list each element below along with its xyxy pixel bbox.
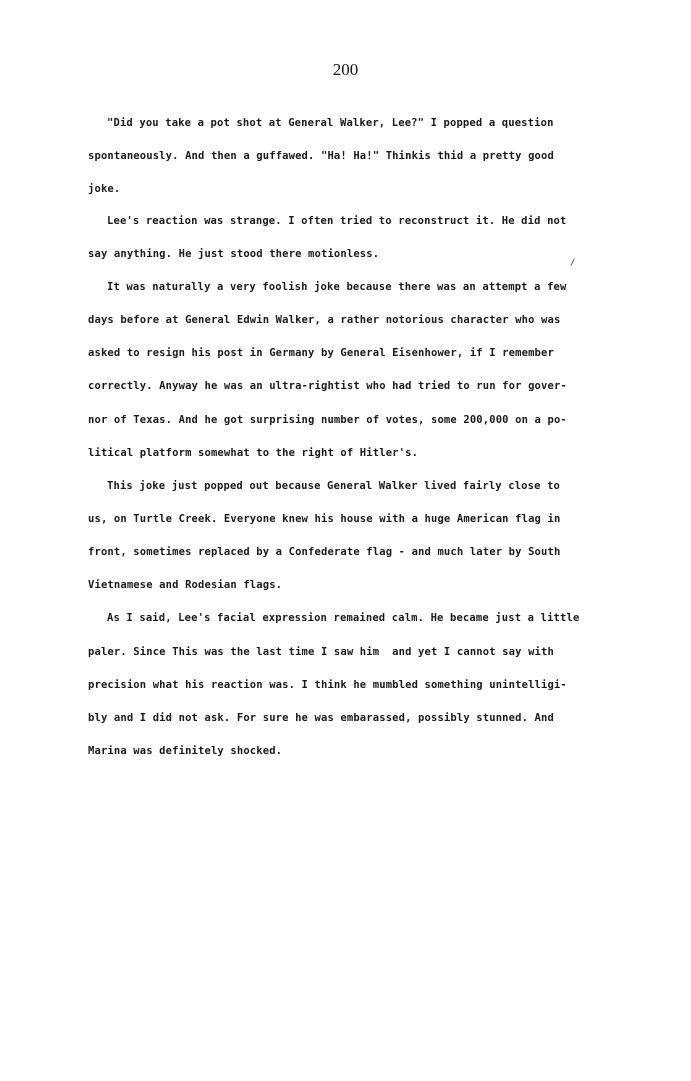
text-line: us, on Turtle Creek. Everyone knew his house with a huge American flag in — [88, 513, 561, 525]
text-line: nor of Texas. And he got surprising number of votes, some 200,000 on a po- — [88, 414, 567, 426]
stray-pen-mark: / — [570, 258, 576, 268]
text-line: As I said, Lee's facial expression remained calm. He became just a little — [107, 612, 580, 624]
text-line: joke. — [88, 183, 121, 195]
text-line: bly and I did not ask. For sure he was embarassed, possibly stunned. And — [88, 712, 554, 724]
text-line: days before at General Edwin Walker, a rather notorious character who was — [88, 314, 561, 326]
text-line: It was naturally a very foolish joke because there was an attempt a few — [107, 281, 567, 293]
text-line: litical platform somewhat to the right of Hitler's. — [88, 447, 419, 459]
text-line: spontaneously. And then a guffawed. "Ha! Ha!" Thinkis thid a pretty good — [88, 150, 554, 162]
text-line: "Did you take a pot shot at General Walker, Lee?" I popped a question — [107, 117, 554, 129]
text-line: correctly. Anyway he was an ultra-rightist who had tried to run for gover- — [88, 380, 567, 392]
text-line: say anything. He just stood there motionless. — [88, 248, 380, 260]
text-line: This joke just popped out because General Walker lived fairly close to — [107, 480, 561, 492]
text-line: asked to resign his post in Germany by General Eisenhower, if I remember — [88, 347, 554, 359]
text-line: precision what his reaction was. I think he mumbled something unintelligi- — [88, 679, 567, 691]
text-line: Marina was definitely shocked. — [88, 745, 283, 757]
text-line: Vietnamese and Rodesian flags. — [88, 579, 283, 591]
text-line: front, sometimes replaced by a Confederate flag - and much later by South — [88, 546, 561, 558]
page-number: 200 — [332, 60, 359, 79]
text-line: paler. Since This was the last time I saw him and yet I cannot say with — [88, 646, 554, 658]
text-line: Lee's reaction was strange. I often tried to reconstruct it. He did not — [107, 215, 567, 227]
